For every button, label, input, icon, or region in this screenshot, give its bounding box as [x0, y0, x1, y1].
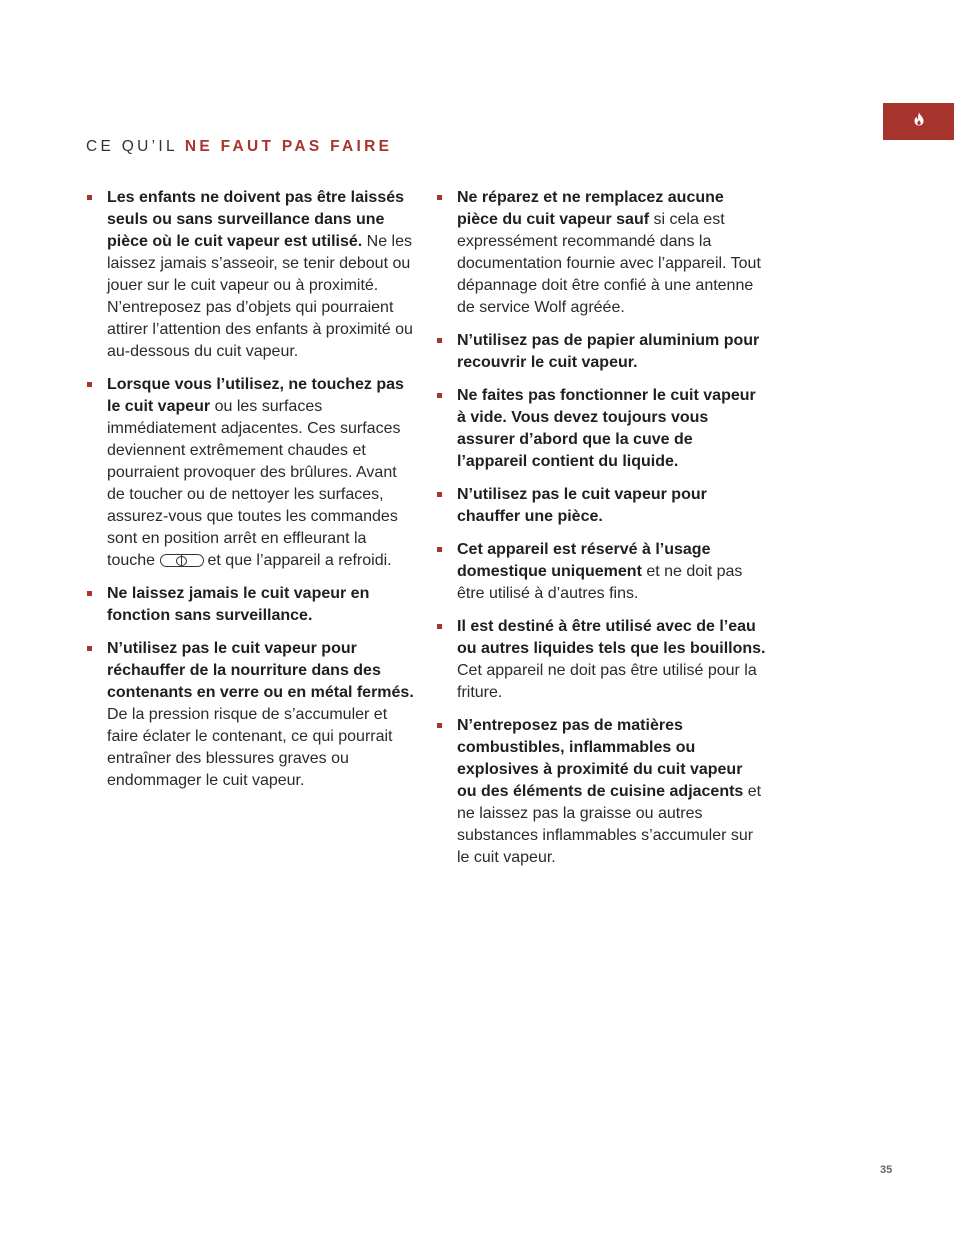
bullet-icon — [87, 382, 92, 387]
warning-bold-text: Il est destiné à être utilisé avec de l’eau ou autres liquides tels que les bouillons. — [457, 618, 766, 657]
bullet-icon — [437, 547, 442, 552]
warning-bold-text: Lorsque vous l’utilisez, ne touchez pas le cuit vapeur — [107, 376, 404, 415]
warning-text: Cet appareil ne doit pas être utilisé pour la friture. — [457, 662, 757, 701]
flame-icon — [913, 112, 925, 131]
warning-bold-text: Ne laissez jamais le cuit vapeur en fonction sans surveillance. — [107, 585, 370, 624]
list-item — [436, 187, 766, 319]
warning-bold-text: Les enfants ne doivent pas être laissés seuls ou sans surveillance dans une pièce où le cuit vapeur est utilisé. — [107, 189, 405, 250]
warning-bold-text: Ne faites pas fonctionner le cuit vapeur à vide. Vous devez toujours vous assurer d’abord que la cuve de l’appareil contient du liquide. — [457, 387, 756, 470]
warning-bold-text: N’utilisez pas le cuit vapeur pour chauffer une pièce. — [457, 486, 707, 525]
warning-bold-text: Cet appareil est réservé à l’usage domestique uniquement — [457, 541, 711, 580]
list-item — [86, 374, 416, 572]
bullet-icon — [437, 492, 442, 497]
list-item — [86, 638, 416, 792]
warning-text: De la pression risque de s’accumuler et faire éclater le contenant, ce qui pourrait entraîner des blessures graves ou endommager le cuit vapeur. — [107, 706, 393, 789]
page-number: 35 — [880, 1164, 893, 1176]
warning-bold-text: Ne réparez et ne remplacez aucune pièce du cuit vapeur sauf — [457, 189, 724, 228]
section-title — [86, 138, 392, 156]
warning-text-after: et que l’appareil a refroidi. — [207, 552, 392, 569]
warning-text: Ne les laissez jamais s’asseoir, se tenir debout ou jouer sur le cuit vapeur ou à proximité. N’entreposez pas d’objets qui pourraient attirer l’attention des enfants à proximité ou au-dessous du cuit vapeur. — [107, 233, 413, 360]
warnings-list-right — [436, 187, 766, 880]
bullet-icon — [437, 338, 442, 343]
list-item — [436, 385, 766, 473]
list-item — [436, 715, 766, 869]
section-tab — [883, 103, 954, 140]
bullet-icon — [87, 646, 92, 651]
bullet-icon — [87, 195, 92, 200]
list-item — [86, 187, 416, 363]
bullet-icon — [437, 723, 442, 728]
list-item — [436, 330, 766, 374]
list-item — [436, 484, 766, 528]
warnings-list-left — [86, 187, 416, 803]
section-title-prefix: CE QU’IL — [86, 138, 185, 155]
warning-bold-text: N’utilisez pas le cuit vapeur pour réchauffer de la nourriture dans des contenants en verre ou en métal fermés. — [107, 640, 414, 701]
bullet-icon — [87, 591, 92, 596]
power-button-icon — [160, 554, 204, 567]
list-item — [436, 539, 766, 605]
section-title-accent: NE FAUT PAS FAIRE — [184, 138, 393, 155]
warning-text: si cela est expressément recommandé dans la documentation fournie avec l’appareil. Tout dépannage doit être confié à une antenne de service Wolf agréée. — [457, 211, 761, 316]
warning-bold-text: N’entreposez pas de matières combustibles, inflammables ou explosives à proximité du cuit vapeur ou des éléments de cuisine adjacents — [457, 717, 744, 800]
warning-text: ou les surfaces immédiatement adjacentes. Ces surfaces deviennent extrêmement chaudes et pourraient provoquer des brûlures. Avant de toucher ou de nettoyer les surfaces, assurez-vous que toutes les commandes sont en position arrêt en effleurant la touche — [107, 398, 401, 569]
bullet-icon — [437, 624, 442, 629]
list-item — [86, 583, 416, 627]
warning-text: et ne laissez pas la graisse ou autres substances inflammables s’accumuler sur le cuit vapeur. — [457, 783, 762, 866]
list-item — [436, 616, 766, 704]
bullet-icon — [437, 393, 442, 398]
warning-text: et ne doit pas être utilisé à d’autres fins. — [457, 563, 743, 602]
warning-bold-text: N’utilisez pas de papier aluminium pour recouvrir le cuit vapeur. — [457, 332, 760, 371]
bullet-icon — [437, 195, 442, 200]
